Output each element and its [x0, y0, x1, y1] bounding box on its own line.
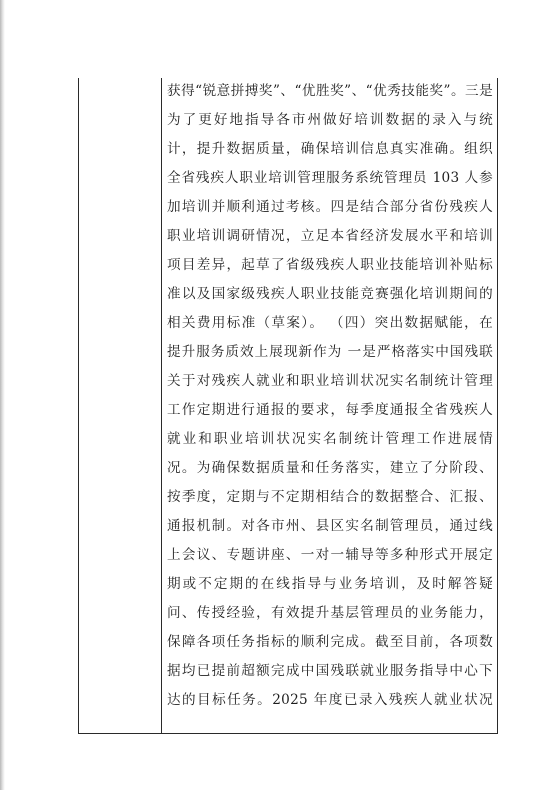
text-line: 为了更好地指导各市州做好培训数据的录入与统: [167, 112, 493, 128]
text-line: 通报机制。对各市州、县区实名制管理员，通过线: [167, 518, 493, 534]
text-line: 加培训并顺利通过考核。四是结合部分省份残疾人: [167, 199, 493, 215]
column-divider: [161, 78, 162, 733]
text-line: 准以及国家级残疾人职业技能竞赛强化培训期间的: [167, 286, 493, 302]
text-line: 据均已提前超额完成中国残联就业服务指导中心下: [167, 663, 493, 679]
text-line: 况。为确保数据质量和任务落实，建立了分阶段、: [167, 460, 493, 476]
text-line: 期或不定期的在线指导与业务培训，及时解答疑: [167, 576, 493, 592]
text-line: 按季度，定期与不定期相结合的数据整合、汇报、: [167, 489, 493, 505]
text-line: 上会议、专题讲座、一对一辅导等多种形式开展定: [167, 547, 493, 563]
text-line: 达的目标任务。2025 年度已录入残疾人就业状况: [167, 692, 493, 708]
table-frame: [78, 78, 498, 734]
text-line: 提升服务质效上展现新作为 一是严格落实中国残联: [167, 344, 493, 360]
text-line: 保障各项任务指标的顺利完成。截至目前，各项数: [167, 634, 493, 650]
text-line: 全省残疾人职业培训管理服务系统管理员 103 人参: [167, 170, 493, 186]
text-line: 工作定期进行通报的要求，每季度通报全省残疾人: [167, 402, 493, 418]
text-line: 计，提升数据质量，确保培训信息真实准确。组织: [167, 141, 493, 157]
scan-shadow-edge: [0, 0, 5, 790]
text-line: 职业培训调研情况，立足本省经济发展水平和培训: [167, 228, 493, 244]
text-line: 就业和职业培训状况实名制统计管理工作进展情: [167, 431, 493, 447]
text-line: 项目差异，起草了省级残疾人职业技能培训补贴标: [167, 257, 493, 273]
text-line: 问、传授经验，有效提升基层管理员的业务能力，: [167, 605, 493, 621]
text-line: 关于对残疾人就业和职业培训状况实名制统计管理: [167, 373, 493, 389]
text-line: 相关费用标准（草案）。 （四）突出数据赋能，在: [167, 315, 493, 331]
text-line: 获得“锐意拼搏奖”、“优胜奖”、“优秀技能奖”。三是: [167, 83, 493, 99]
